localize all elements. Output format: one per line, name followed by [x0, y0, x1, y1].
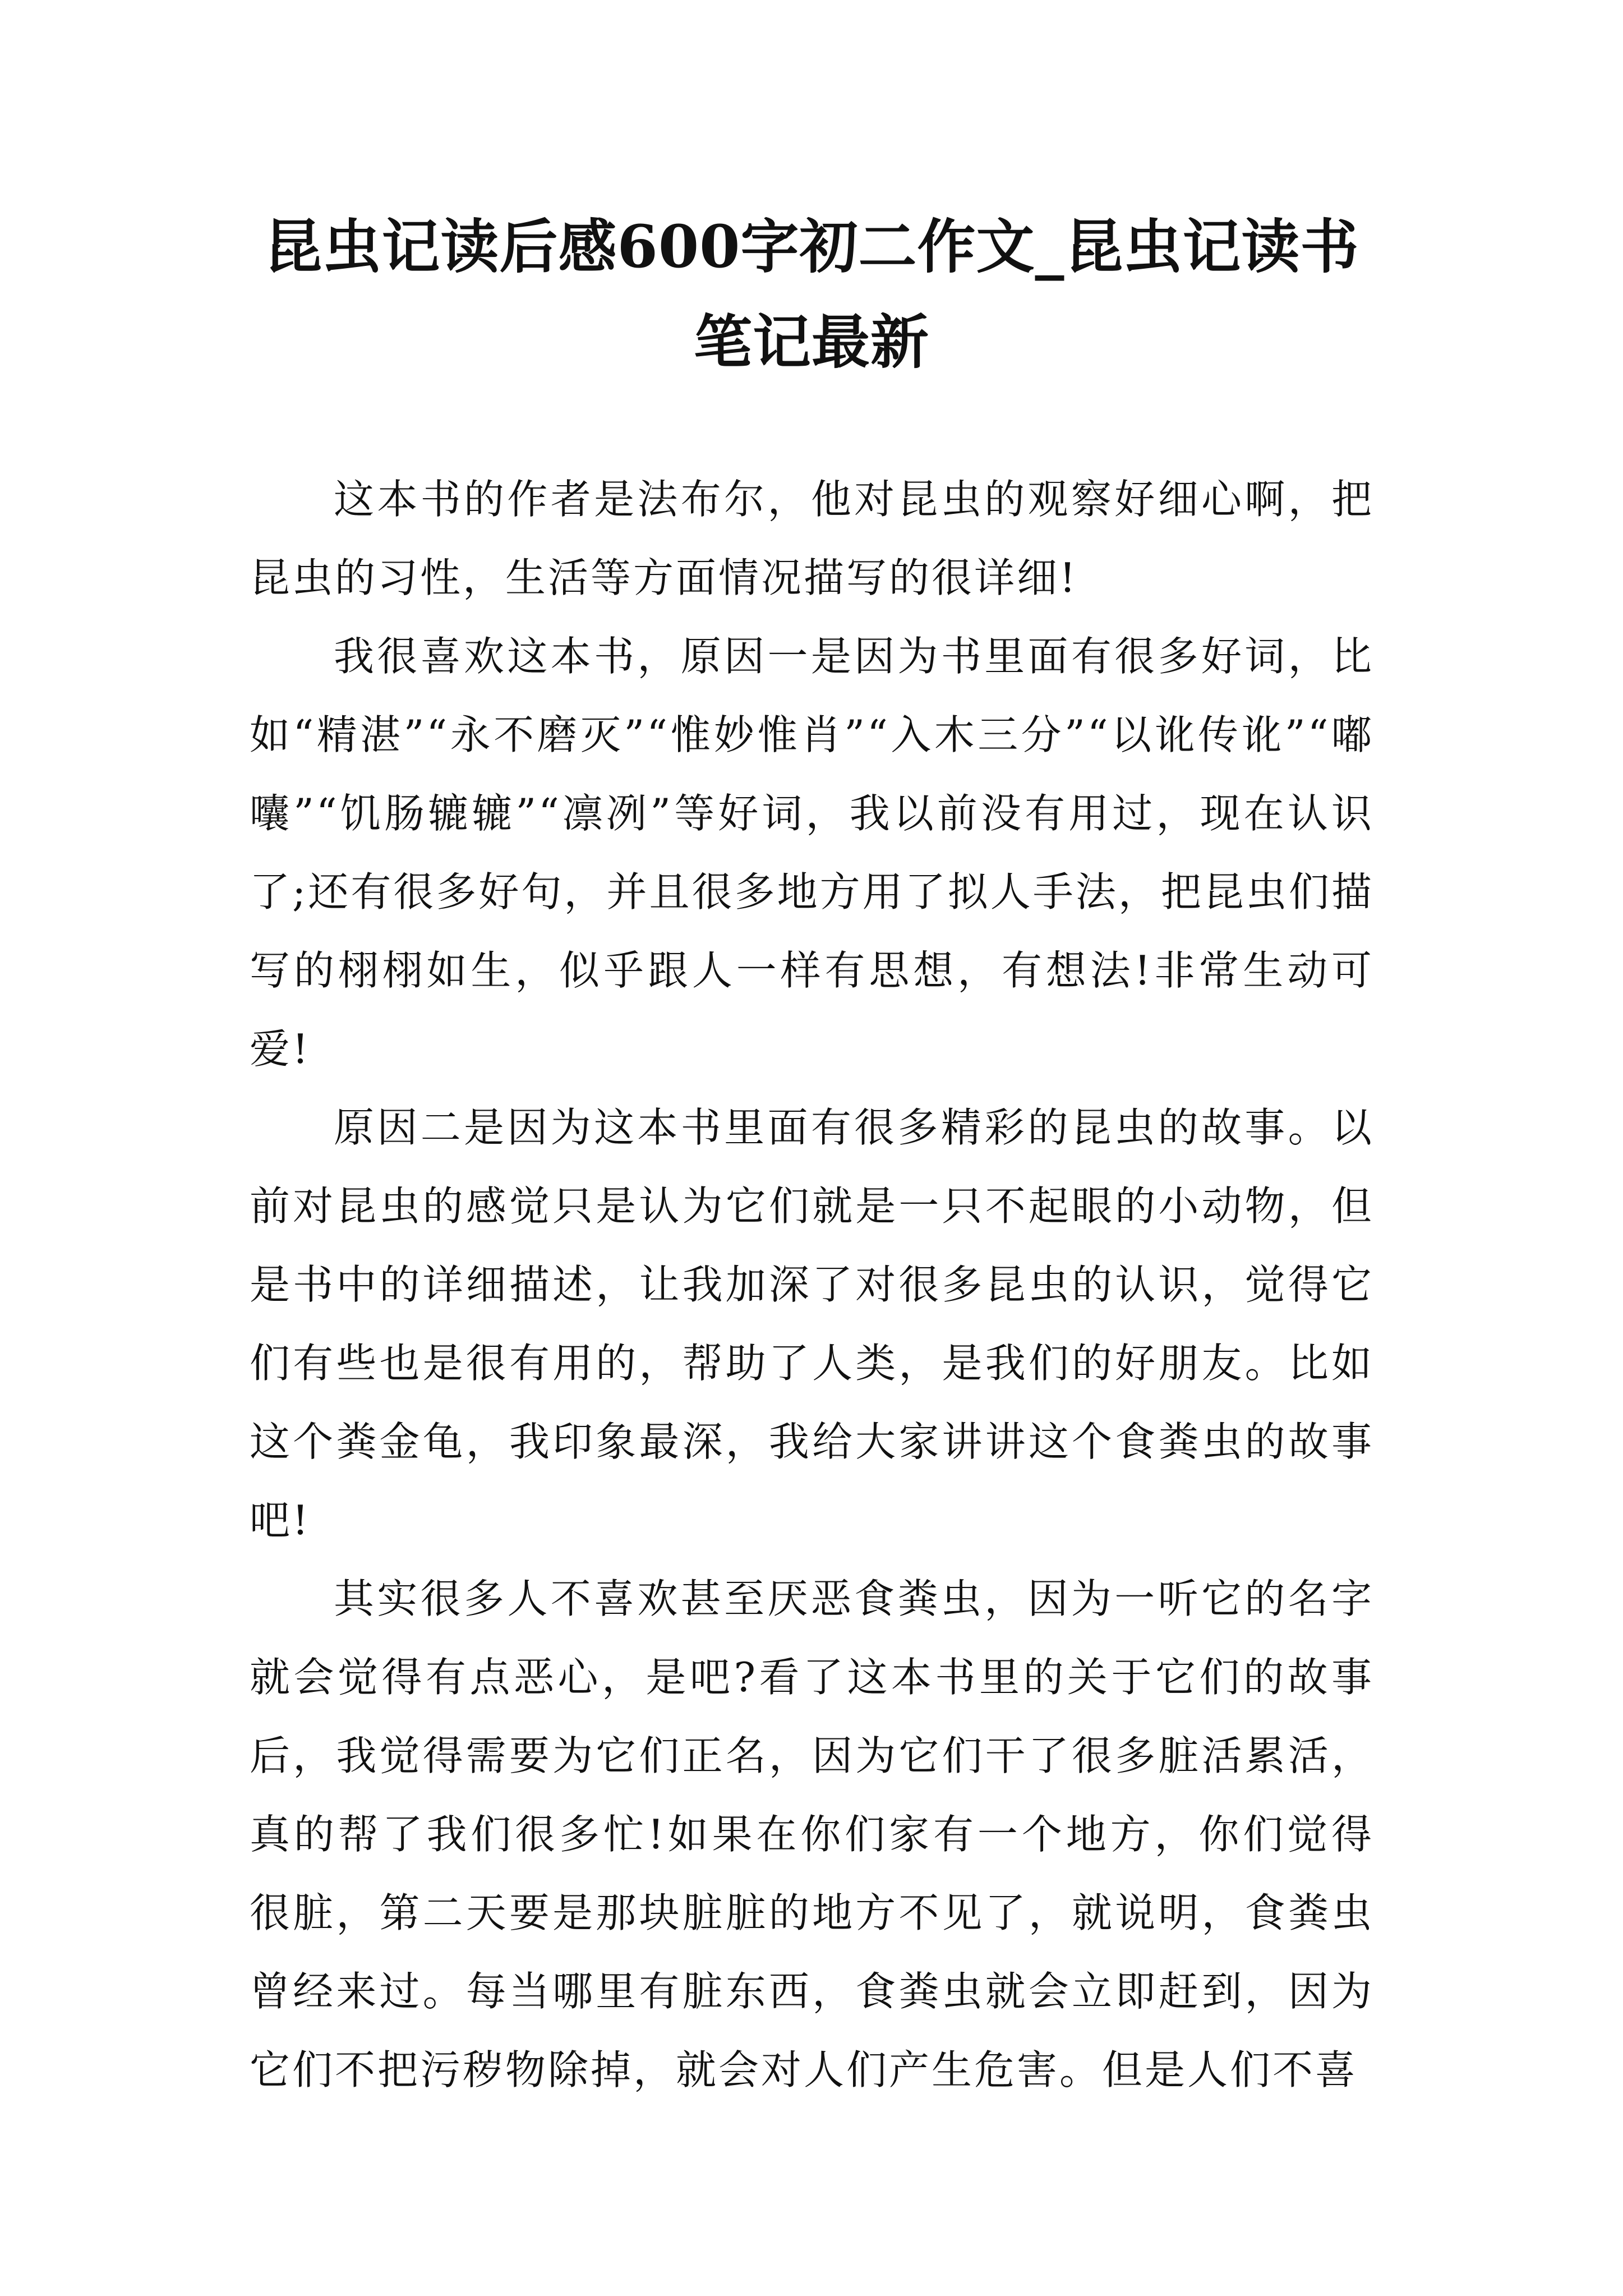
document-title — [213, 199, 1410, 390]
title-line-2: 笔记最新 — [693, 307, 929, 376]
paragraph-1: 这本书的作者是法布尔，他对昆虫的观察好细心啊，把昆虫的习性，生活等方面情况描写的很详细! — [250, 476, 1374, 601]
paragraph-2: 我很喜欢这本书，原因一是因为书里面有很多好词，比如“精湛”“永不磨灭”“惟妙惟肖”“入木三分”“以讹传讹”“嘟囔”“饥肠辘辘”“凛冽”等好词，我以前没有用过，现在认识了;还有很多好句，并且很多地方用了拟人手法，把昆虫们描写的栩栩如生，似乎跟人一样有思想，有想法!非常生动可爱! — [250, 633, 1374, 1073]
paragraph-3: 原因二是因为这本书里面有很多精彩的昆虫的故事。以前对昆虫的感觉只是认为它们就是一只不起眼的小动物，但是书中的详细描述，让我加深了对很多昆虫的认识，觉得它们有些也是很有用的，帮助了人类，是我们的好朋友。比如这个粪金龟，我印象最深，我给大家讲讲这个食粪虫的故事吧! — [250, 1104, 1374, 1544]
document-body — [250, 460, 1374, 2109]
title-line-1: 昆虫记读后感600字初二作文_昆虫记读书 — [264, 212, 1359, 281]
paragraph-4: 其实很多人不喜欢甚至厌恶食粪虫，因为一听它的名字就会觉得有点恶心，是吧?看了这本书里的关于它们的故事后，我觉得需要为它们正名，因为它们干了很多脏活累活，真的帮了我们很多忙!如果在你们家有一个地方，你们觉得很脏，第二天要是那块脏脏的地方不见了，就说明，食粪虫曾经来过。每当哪里有脏东西，食粪虫就会立即赶到，因为它们不把污秽物除掉，就会对人们产生危害。但是人们不喜 — [250, 1575, 1374, 2093]
